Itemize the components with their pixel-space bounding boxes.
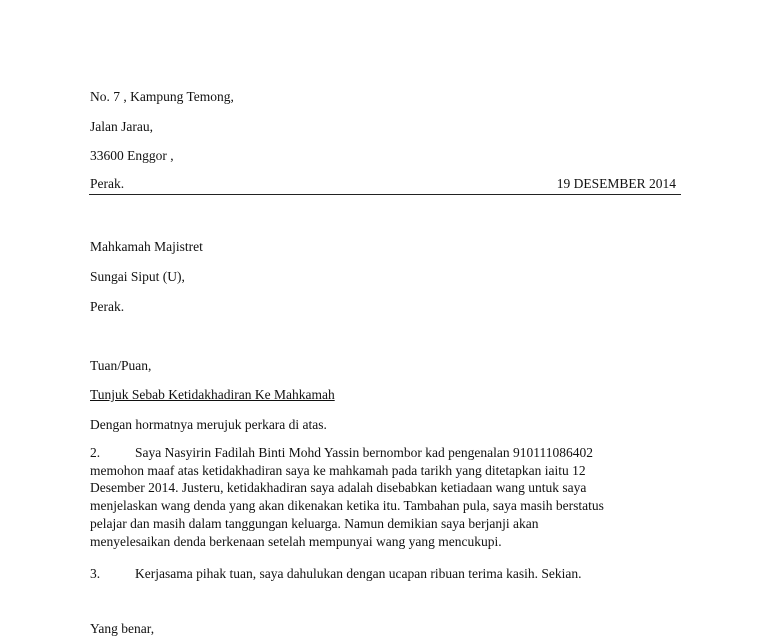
salutation: Tuan/Puan, xyxy=(90,358,152,373)
paragraph-2-line-3: Desember 2014. Justeru, ketidakhadiran saya adalah disebabkan ketiadaan wang untuk saya xyxy=(90,480,587,496)
sender-address-line-3: 33600 Enggor , xyxy=(90,148,174,163)
paragraph-2-line-4: menjelaskan wang denda yang akan dikenakan ketika itu. Tambahan pula, saya masih berstatus xyxy=(90,498,604,514)
sender-address-line-4: Perak. xyxy=(90,176,125,191)
paragraph-2-line-5: pelajar dan masih dalam tanggungan keluarga. Namun demikian saya berjanji akan xyxy=(90,515,539,531)
paragraph-2-line-2: memohon maaf atas ketidakhadiran saya ke mahkamah pada tarikh yang ditetapkan iaitu 12 xyxy=(90,462,586,478)
recipient-line-2: Sungai Siput (U), xyxy=(90,269,185,284)
opening-line: Dengan hormatnya merujuk perkara di atas. xyxy=(90,417,327,432)
recipient-line-1: Mahkamah Majistret xyxy=(90,239,203,254)
paragraph-2-number: 2. xyxy=(90,445,101,460)
header-divider xyxy=(89,194,681,195)
paragraph-2 xyxy=(90,444,665,550)
paragraph-3-number: 3. xyxy=(90,566,101,581)
letter-date: 19 DESEMBER 2014 xyxy=(556,176,676,191)
recipient-line-3: Perak. xyxy=(90,299,125,314)
letter-subject: Tunjuk Sebab Ketidakhadiran Ke Mahkamah xyxy=(90,387,335,402)
paragraph-2-line-1: Saya Nasyirin Fadilah Binti Mohd Yassin bernombor kad pengenalan 910111086402 xyxy=(135,445,593,460)
sender-address-line-1: No. 7 , Kampung Temong, xyxy=(90,89,234,104)
paragraph-2-line-6: menyelesaikan denda berkenaan setelah mempunyai wang yang mencukupi. xyxy=(90,533,502,549)
sender-address-line-2: Jalan Jarau, xyxy=(90,119,153,134)
paragraph-3 xyxy=(90,565,665,583)
closing-line: Yang benar, xyxy=(90,621,155,636)
paragraph-3-text: Kerjasama pihak tuan, saya dahulukan dengan ucapan ribuan terima kasih. Sekian. xyxy=(135,566,582,581)
